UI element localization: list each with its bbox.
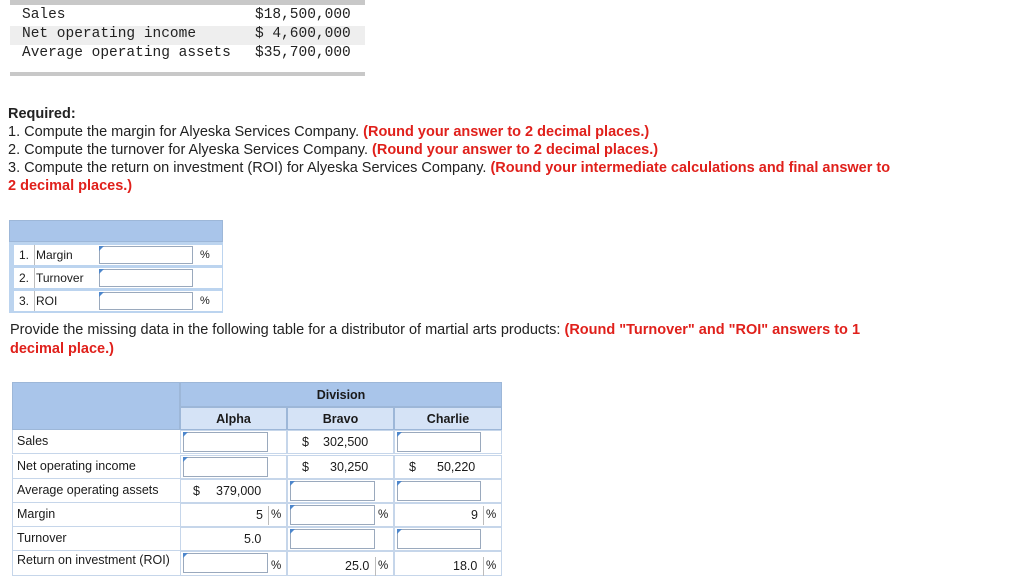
divider <box>375 557 376 576</box>
column-header-alpha: Alpha <box>180 407 287 430</box>
panel-bottom-border <box>10 72 365 76</box>
roi-answer-input[interactable] <box>99 292 193 310</box>
dollar-sign: $ <box>409 460 416 474</box>
cell-turnover-alpha <box>180 527 287 551</box>
cell-roi-alpha <box>180 551 287 576</box>
value: 302,500 <box>323 435 369 449</box>
cell-sales-bravo <box>287 430 394 454</box>
required-item-2 <box>8 141 658 159</box>
row-label-margin: Margin <box>12 503 180 527</box>
divider <box>268 506 269 525</box>
row-number: 3. <box>14 291 35 311</box>
data-row-sales <box>10 7 365 26</box>
cell-assets-charlie <box>394 479 502 503</box>
cell-margin-alpha <box>180 503 287 527</box>
data-value: $18,500,000 <box>255 7 351 23</box>
column-header-bravo: Bravo <box>287 407 394 430</box>
data-label: Net operating income <box>22 26 197 42</box>
required-text: 1. Compute the margin for Alyeska Services Company. <box>8 124 360 140</box>
rounding-note: (Round your answer to 2 decimal places.) <box>372 142 659 158</box>
assets-bravo-input[interactable] <box>290 481 375 501</box>
cell-noi-alpha <box>180 455 287 479</box>
rounding-note-cont: decimal place.) <box>10 341 114 357</box>
value: 25.0 <box>345 559 370 573</box>
value: 9 <box>471 508 478 522</box>
cell-roi-bravo <box>287 551 394 576</box>
cell-assets-bravo <box>287 479 394 503</box>
required-item-3-cont <box>8 177 132 195</box>
percent-unit: % <box>378 560 389 572</box>
data-value: $ 4,600,000 <box>255 26 351 42</box>
column-header-charlie: Charlie <box>394 407 502 430</box>
rounding-note: (Round "Turnover" and "ROI" answers to 1 <box>564 322 861 338</box>
company-data-panel <box>10 0 365 76</box>
required-item-1 <box>8 123 649 141</box>
provide-instructions <box>10 321 860 339</box>
turnover-answer-input[interactable] <box>99 269 193 287</box>
percent-unit: % <box>271 560 282 572</box>
data-row-net-operating-income <box>10 26 365 45</box>
value: 5 <box>256 508 263 522</box>
noi-alpha-input[interactable] <box>183 457 268 477</box>
provide-instructions-cont <box>10 340 114 358</box>
value: 50,220 <box>437 460 476 474</box>
row-number: 2. <box>14 268 35 288</box>
row-label-roi: Return on investment (ROI) <box>12 551 180 576</box>
rounding-note: (Round your answer to 2 decimal places.) <box>363 124 650 140</box>
turnover-bravo-input[interactable] <box>290 529 375 549</box>
required-item-3 <box>8 159 890 177</box>
percent-unit: % <box>486 509 497 521</box>
row-label-net-operating-income: Net operating income <box>12 455 180 479</box>
sales-alpha-input[interactable] <box>183 432 268 452</box>
data-row-average-operating-assets <box>10 45 365 64</box>
dollar-sign: $ <box>193 484 200 498</box>
required-text: 2. Compute the turnover for Alyeska Services Company. <box>8 142 368 158</box>
data-value: $35,700,000 <box>255 45 351 61</box>
row-label-sales: Sales <box>12 430 180 454</box>
answer-row-margin <box>13 244 223 266</box>
cell-sales-charlie <box>394 430 502 454</box>
percent-unit: % <box>200 249 210 261</box>
assets-charlie-input[interactable] <box>397 481 481 501</box>
rounding-note: (Round your intermediate calculations and final answer to <box>490 160 891 176</box>
table-corner-header <box>12 382 180 430</box>
percent-unit: % <box>200 295 210 307</box>
provide-text: Provide the missing data in the following table for a distributor of martial arts products: <box>10 322 561 338</box>
roi-alpha-input[interactable] <box>183 553 268 573</box>
panel-top-border <box>10 0 365 5</box>
row-label: Turnover <box>36 271 84 285</box>
cell-roi-charlie <box>394 551 502 576</box>
row-label: Margin <box>36 248 73 262</box>
cell-turnover-charlie <box>394 527 502 551</box>
divider <box>483 506 484 525</box>
cell-assets-alpha <box>180 479 287 503</box>
cell-noi-bravo <box>287 455 394 479</box>
answer-table-header <box>9 220 223 242</box>
row-number: 1. <box>14 245 35 265</box>
percent-unit: % <box>378 509 389 521</box>
sales-charlie-input[interactable] <box>397 432 481 452</box>
dollar-sign: $ <box>302 435 309 449</box>
division-table <box>12 382 502 576</box>
percent-unit: % <box>486 560 497 572</box>
divider <box>483 557 484 576</box>
margin-answer-input[interactable] <box>99 246 193 264</box>
value: 5.0 <box>244 532 262 546</box>
row-label-turnover: Turnover <box>12 527 180 551</box>
value: 18.0 <box>453 559 478 573</box>
data-label: Sales <box>22 7 66 23</box>
required-text: 3. Compute the return on investment (ROI) for Alyeska Services Company. <box>8 160 487 176</box>
rounding-note-cont: 2 decimal places.) <box>8 178 133 194</box>
cell-noi-charlie <box>394 455 502 479</box>
cell-margin-charlie <box>394 503 502 527</box>
value: 379,000 <box>216 484 262 498</box>
answer-row-roi <box>13 290 223 312</box>
row-label: ROI <box>36 294 58 308</box>
cell-margin-bravo <box>287 503 394 527</box>
value: 30,250 <box>330 460 369 474</box>
row-label-average-operating-assets: Average operating assets <box>12 479 180 503</box>
percent-unit: % <box>271 509 282 521</box>
data-label: Average operating assets <box>22 45 231 61</box>
dollar-sign: $ <box>302 460 309 474</box>
answer-table <box>9 220 223 313</box>
turnover-charlie-input[interactable] <box>397 529 481 549</box>
answer-row-turnover <box>13 267 223 289</box>
division-header: Division <box>180 382 502 407</box>
cell-sales-alpha <box>180 430 287 454</box>
required-heading: Required: <box>8 106 76 122</box>
margin-bravo-input[interactable] <box>290 505 375 525</box>
cell-turnover-bravo <box>287 527 394 551</box>
